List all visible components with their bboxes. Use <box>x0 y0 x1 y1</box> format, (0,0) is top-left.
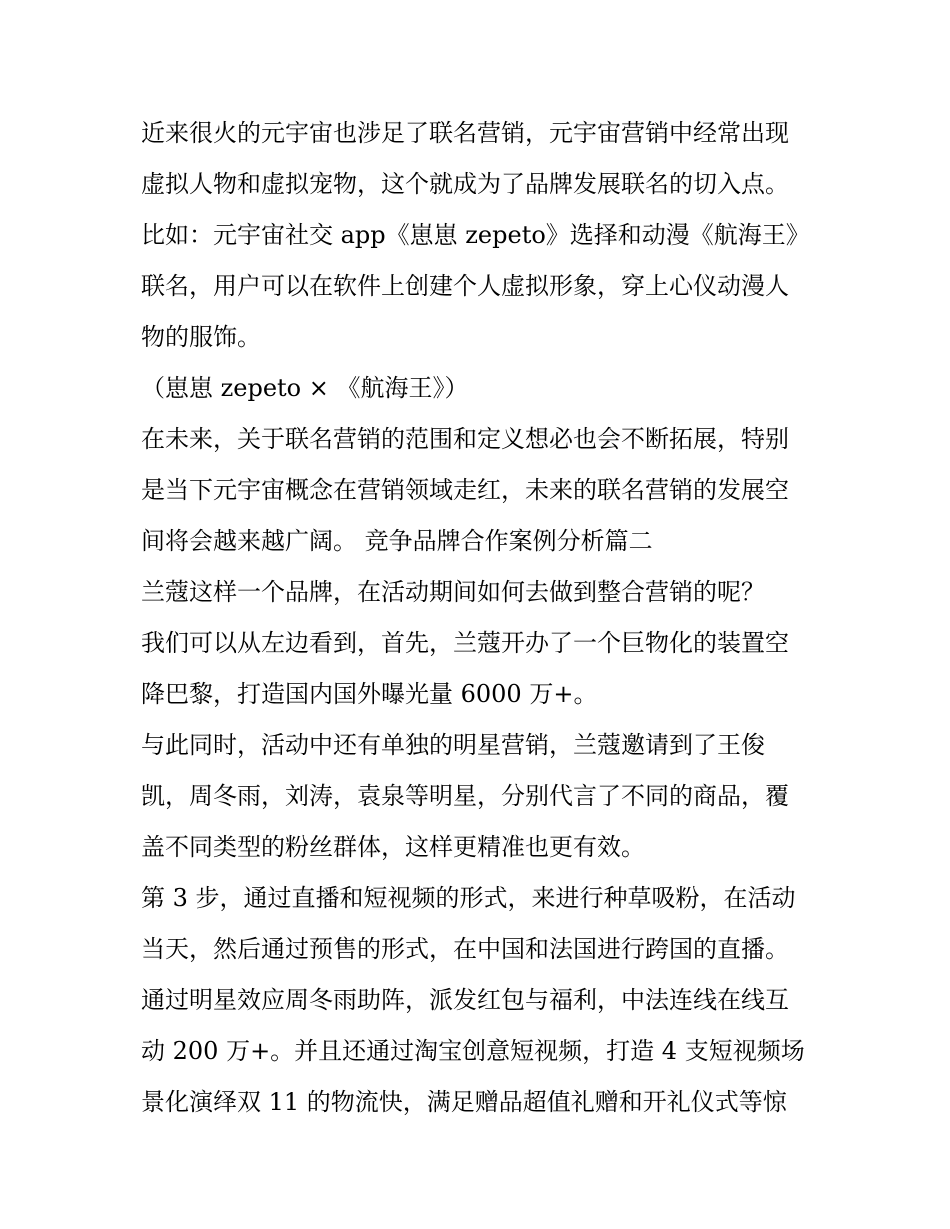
text-line: 我们可以从左边看到，首先，兰蔻开办了一个巨物化的装置空 <box>141 629 789 657</box>
text-line: 盖不同类型的粉丝群体，这样更精准也更有效。 <box>141 833 645 861</box>
text-line: 与此同时，活动中还有单独的明星营销，兰蔻邀请到了王俊 <box>141 731 765 759</box>
text-line: 比如：元宇宙社交 app《崽崽 zepeto》选择和动漫《航海王》 <box>141 221 810 249</box>
text-line: 动 200 万+。并且还通过淘宝创意短视频，打造 4 支短视频场 <box>141 1037 805 1065</box>
text-line: 间将会越来越广阔。 竞争品牌合作案例分析篇二 <box>141 527 653 555</box>
text-line: 当天，然后通过预售的形式，在中国和法国进行跨国的直播。 <box>141 935 789 963</box>
text-line: 在未来，关于联名营销的范围和定义想必也会不断拓展，特别 <box>141 425 789 453</box>
text-line: 近来很火的元宇宙也涉足了联名营销，元宇宙营销中经常出现 <box>141 119 789 147</box>
text-line: 凯，周冬雨，刘涛，袁泉等明星，分别代言了不同的商品，覆 <box>141 782 789 810</box>
text-line: 景化演绎双 11 的物流快，满足赠品超值礼赠和开礼仪式等惊 <box>141 1088 787 1116</box>
text-line: 兰蔻这样一个品牌，在活动期间如何去做到整合营销的呢？ <box>141 578 765 606</box>
text-line: 降巴黎，打造国内国外曝光量 6000 万+。 <box>141 680 598 708</box>
text-line: 第 3 步，通过直播和短视频的形式，来进行种草吸粉，在活动 <box>141 884 796 912</box>
text-line: 物的服饰。 <box>141 323 261 351</box>
text-line: 虚拟人物和虚拟宠物，这个就成为了品牌发展联名的切入点。 <box>141 170 789 198</box>
image-caption: （崽崽 zepeto × 《航海王》） <box>141 374 469 402</box>
text-line: 是当下元宇宙概念在营销领域走红，未来的联名营销的发展空 <box>141 476 789 504</box>
text-line: 通过明星效应周冬雨助阵，派发红包与福利，中法连线在线互 <box>141 986 789 1014</box>
document-body <box>141 108 831 1128</box>
text-line: 联名，用户可以在软件上创建个人虚拟形象，穿上心仪动漫人 <box>141 272 789 300</box>
